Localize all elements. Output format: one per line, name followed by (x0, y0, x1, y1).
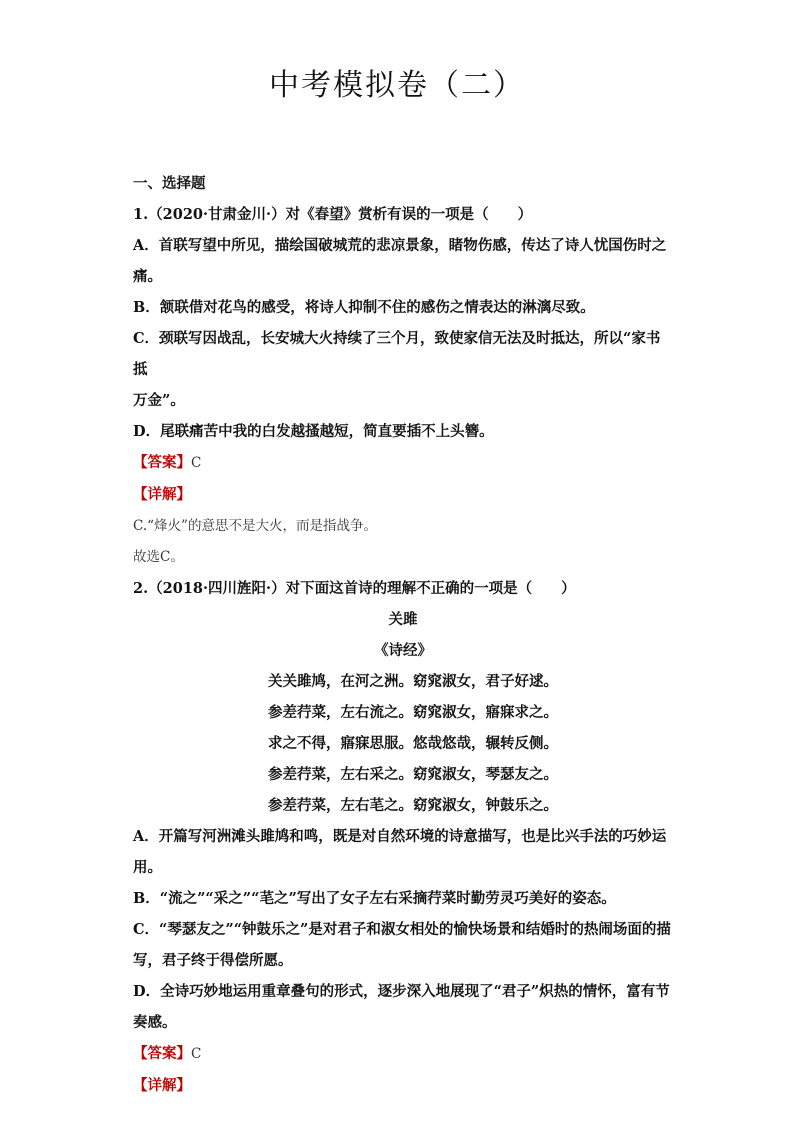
q2-option-d-line1: D．全诗巧妙地运用重章叠句的形式，逐步深入地展现了“君子”炽热的情怀，富有节 (133, 983, 670, 1000)
poem-line: 参差荇菜，左右流之。窈窕淑女，寤寐求之。 (268, 704, 558, 721)
q1-option-d: D．尾联痛苦中我的白发越搔越短，简直要插不上头簪。 (133, 423, 494, 440)
q1-option-c-line2: 万金”。 (133, 392, 185, 409)
q2-option-c-line1: C．“琴瑟友之”“钟鼓乐之”是对君子和淑女相处的愉快场景和结婚时的热闹场面的描 (133, 921, 671, 938)
q2-stem: 2.（2018·四川旌阳·）对下面这首诗的理解不正确的一项是（ ） (133, 580, 576, 597)
q1-option-a-line1: A．首联写望中所见，描绘国破城荒的悲凉景象，睹物伤感，传达了诗人忧国伤时之 (133, 237, 667, 254)
answer-value: C (191, 1046, 202, 1062)
q1-option-a-line2: 痛。 (133, 268, 162, 285)
q1-stem: 1.（2020·甘肃金川·）对《春望》赏析有误的一项是（ ） (133, 206, 533, 223)
poem-line: 关关雎鸠，在河之洲。窈窕淑女，君子好逑。 (268, 673, 558, 690)
q1-option-b: B．颔联借对花鸟的感受，将诗人抑制不住的感伤之情表达的淋漓尽致。 (133, 299, 595, 316)
page-title: 中考模拟卷（二） (269, 68, 525, 103)
question-content (133, 168, 673, 1102)
q2-option-b: B．“流之”“采之”“芼之”写出了女子左右采摘荇菜时勤劳灵巧美好的姿态。 (133, 890, 616, 907)
detail-tag: 【详解】 (133, 1077, 191, 1094)
answer-value: C (191, 455, 202, 471)
q2-answer (133, 1038, 673, 1070)
poem-line: 参差荇菜，左右采之。窈窕淑女，琴瑟友之。 (268, 766, 558, 783)
q1-detail-line1: C.“烽火”的意思不是大火，而是指战争。 (133, 518, 377, 534)
q2-option-c-line2: 写，君子终于得偿所愿。 (133, 952, 293, 969)
poem-line: 参差荇菜，左右芼之。窈窕淑女，钟鼓乐之。 (268, 797, 558, 814)
poem-source: 《诗经》 (374, 642, 432, 659)
answer-tag: 【答案】 (133, 454, 191, 471)
poem-title: 关雎 (388, 611, 418, 628)
q2-option-a-line2: 用。 (133, 859, 162, 876)
q2-detail-heading (133, 1070, 673, 1102)
poem-line: 求之不得，寤寐思服。悠哉悠哉，辗转反侧。 (268, 735, 558, 752)
q2-option-a-line1: A．开篇写河洲滩头雎鸠和鸣，既是对自然环境的诗意描写，也是比兴手法的巧妙运 (133, 828, 667, 845)
q1-option-c-line1: C．颈联写因战乱，长安城大火持续了三个月，致使家信无法及时抵达，所以“家书抵 (133, 330, 661, 378)
q2-option-d-line2: 奏感。 (133, 1014, 177, 1031)
q1-detail-line2: 故选C。 (133, 549, 184, 565)
section-heading: 一、选择题 (133, 175, 206, 192)
q1-detail-heading (133, 479, 673, 511)
detail-tag: 【详解】 (133, 486, 191, 503)
answer-tag: 【答案】 (133, 1045, 191, 1062)
q1-answer (133, 447, 673, 479)
